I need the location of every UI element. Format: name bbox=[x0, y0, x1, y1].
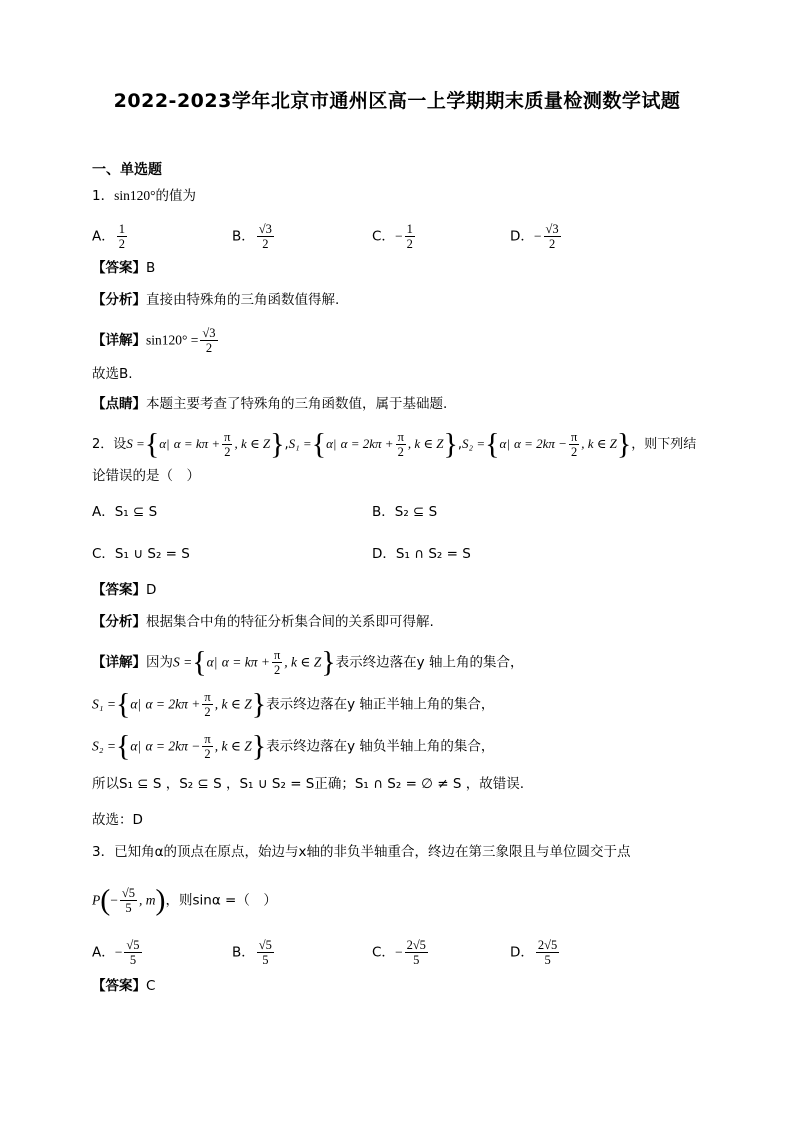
section-heading: 一、单选题 bbox=[92, 162, 162, 178]
q2-option-c: C．S₁ ∪ S₂ = S bbox=[92, 546, 190, 562]
q2-detail-3: S₂ ={α| α = 2kπ − $\frac{\pi}{2}$ , k ∈ Z}表示终边落在y 轴负半轴上角的集合， bbox=[92, 729, 495, 763]
q3-option-c: C．− $\frac{2√5}{5}$ bbox=[372, 938, 426, 967]
q3-option-d: D． $\frac{2√5}{5}$ bbox=[510, 938, 558, 967]
q2-answer: 【答案】D bbox=[92, 582, 157, 598]
q1-number: 1． bbox=[92, 188, 115, 204]
page-title: 2022-2023学年北京市通州区高一上学期期末质量检测数学试题 bbox=[113, 90, 681, 112]
q1-stem-text: 的值为 bbox=[155, 188, 196, 204]
q3-stem: 3．已知角α的顶点在原点，始边与x轴的非负半轴重合，终边在第三象限且与单位圆交于点 bbox=[92, 844, 631, 860]
q2-detail-2: S₁ ={α| α = 2kπ + $\frac{\pi}{2}$ , k ∈ Z}表示终边落在y 轴正半轴上角的集合， bbox=[92, 687, 495, 721]
q1-conclusion: 故选B. bbox=[92, 366, 133, 382]
q3-point: P(− $\frac{√5}{5}$ , m)，则sinα =（ ） bbox=[92, 883, 277, 917]
q1-stem-math: sin120° bbox=[114, 188, 156, 203]
q1-detail: 【详解】sin120° = $\frac{√3}{2}$ bbox=[92, 326, 216, 355]
q2-analysis: 【分析】根据集合中角的特征分析集合间的关系即可得解. bbox=[92, 614, 434, 630]
q2-option-a: A．S₁ ⊆ S bbox=[92, 504, 158, 520]
q2-stem-line2: 论错误的是（ ） bbox=[92, 468, 200, 484]
q1-comment: 【点睛】本题主要考查了特殊角的三角函数值，属于基础题. bbox=[92, 396, 448, 412]
q1-option-a: A． $\frac{1}{2}$ bbox=[92, 222, 125, 251]
q2-conclusion: 故选：D bbox=[92, 812, 143, 828]
q2-option-d: D．S₁ ∩ S₂ = S bbox=[372, 546, 471, 562]
q3-answer: 【答案】C bbox=[92, 978, 156, 994]
q2-detail-1: 【详解】因为S ={α| α = kπ + $\frac{\pi}{2}$ , k ∈ Z}表示终边落在y 轴上角的集合， bbox=[92, 645, 524, 679]
q1-answer: 【答案】B bbox=[92, 260, 156, 276]
q1-option-d: D．− $\frac{√3}{2}$ bbox=[510, 222, 559, 251]
q1-analysis: 【分析】直接由特殊角的三角函数值得解. bbox=[92, 292, 340, 308]
q1-option-b: B． $\frac{√3}{2}$ bbox=[232, 222, 272, 251]
q1-option-c: C．− $\frac{1}{2}$ bbox=[372, 222, 413, 251]
q3-option-b: B． $\frac{√5}{5}$ bbox=[232, 938, 272, 967]
q3-option-a: A．− $\frac{√5}{5}$ bbox=[92, 938, 140, 967]
q2-detail-4: 所以S₁ ⊆ S ，S₂ ⊆ S ，S₁ ∪ S₂ = S正确；S₁ ∩ S₂ = ∅ ≠ S ，故错误. bbox=[92, 776, 524, 792]
q2-stem: 2．设S ={α| α = kπ + $\frac{\pi}{2}$ , k ∈ Z},S₁ ={α| α = 2kπ + $\frac{\pi}{2}$ , k ∈ Z},S₂ ={α| α = 2kπ − $\frac{\pi}{2}$ , k ∈ Z}，则下列结 bbox=[92, 427, 697, 461]
q1-stem bbox=[92, 186, 196, 206]
q2-option-b: B．S₂ ⊆ S bbox=[372, 504, 438, 520]
